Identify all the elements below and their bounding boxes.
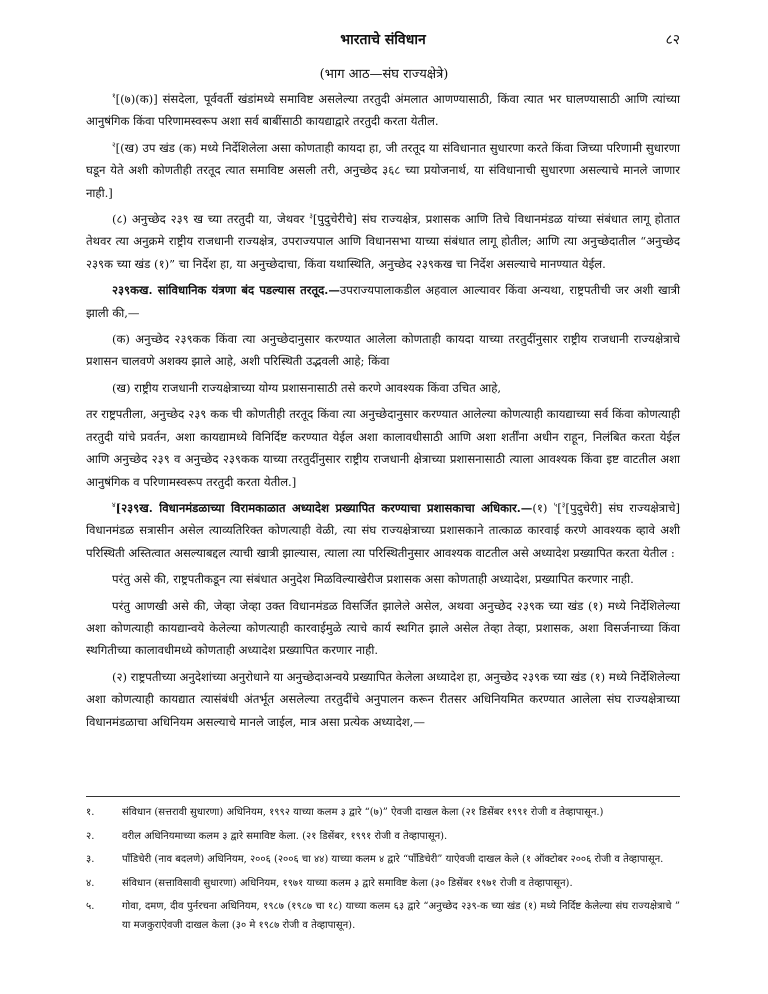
page-header	[86, 30, 680, 54]
footnote-marker: ३	[561, 501, 566, 510]
footnote: ३. पाँडिचेरी (नाव बदलणे) अधिनियम, २००६ (२००६ चा ४४) याच्या कलम ४ द्वारे “पाँडिचेरी” याऐवजी दाखल केले (१ ऑक्टोबर २००६ रोजी व तेव्हापासून.	[86, 854, 664, 865]
paragraph-continuation: तर राष्ट्रपतीला, अनुच्छेद २३९ कक ची कोणतीही तरतूद किंवा त्या अनुच्छेदानुसार करण्यात आलेल्या कोणत्याही कायद्याच्या सर्व किंवा कोणत्याही तरतुदी यांचे प्रवर्तन, अशा कायद्यामध्ये विनिर्दिष्ट करण्यात येईल अशा कालावधीसाठी आणि अशा शर्तींना अधीन राहून, निलंबित करता येईल आणि अनुच्छेद २३९ व अनुच्छेद २३९कक याच्या तरतुदींनुसार राष्ट्रीय राजधानी क्षेत्राच्या प्रशासनासाठी त्याला आवश्यक किंवा इष्ट वाटतील अशा आनुषंगिक व परिणामस्वरूप तरतुदी करता येतील.]	[86, 407, 680, 489]
footnote-marker: १	[112, 92, 116, 101]
footnote: ५. गोवा, दमण, दीव पुर्नरचना अधिनियम, १९८७ (१९८७ चा १८) याच्या कलम ६३ द्वारे “अनुच्छेद २३९-क च्या खंड (१) मध्ये निर्दिष्ट केलेल्या संघ राज्यक्षेत्राचे ” या मजकुराऐवजी दाखल केला (३० मे १९८७ रोजी व तेव्हापासून).	[86, 901, 680, 931]
footnote: २. वरील अधिनियमाच्या कलम ३ द्वारे समाविष्ट केला. (२१ डिसेंबर, १९९१ रोजी व तेव्हापासून).	[86, 830, 448, 842]
paragraph-8: (८) अनुच्छेद २३९ ख च्या तरतुदी या, जेथवर $^३$[पुदुचेरीचे] संघ राज्यक्षेत्र, प्रशासक आणि तिचे विधानमंडळ यांच्या संबंधात लागू होतात तेथवर त्या अनुक्रमे राष्ट्रीय राजधानी राज्यक्षेत्र, उपराज्यपाल आणि विधानसभा याच्या संबंधात लागू होतील; आणि त्या अनुच्छेदातील “अनुच्छेद २३९क च्या खंड (१)” चा निर्देश हा, या अनुच्छेदाचा, किंवा यथास्थिति, अनुच्छेद २३९कख चा निर्देश असल्याचे मानण्यात येईल.	[86, 212, 680, 271]
footnote: १. संविधान (सत्तरावी सुधारणा) अधिनियम, १९९२ याच्या कलम ३ द्वारे “(७)” ऐवजी दाखल केला (२१ डिसेंबर १९९१ रोजी व तेव्हापासून.)	[86, 807, 604, 818]
clause-b: (ख) राष्ट्रीय राजधानी राज्यक्षेत्राच्या योग्य प्रशासनासाठी तसे करणे आवश्यक किंवा उचित आहे,	[112, 380, 502, 395]
article-239b: $^४$[२३९ख. विधानमंडळाच्या विरामकाळात अध्यादेश प्रख्यापित करण्याचा प्रशासकाचा अधिकार.—(१) $^५$[$^३$[पुदुचेरी] संघ राज्यक्षेत्राचे] विधानमंडळ सत्रासीन असेल त्याव्यतिरिक्त कोणत्याही वेळी, त्या संघ राज्यक्षेत्राच्या प्रशासकाने तात्काळ कारवाई करणे आवश्यक व्हावे अशी परिस्थिती अस्तित्वात असल्याबद्दल त्याची खात्री झाल्यास, त्याला त्या परिस्थितीनुसार आवश्यक वाटतील असे अध्यादेश प्रख्यापित करता येतील :	[86, 500, 681, 560]
footnote: ४. संविधान (सत्ताविसावी सुधारणा) अधिनियम, १९७१ याच्या कलम ३ द्वारे समाविष्ट केला (३० डिसेंबर १९७१ रोजी व तेव्हापासून).	[86, 877, 573, 889]
article-heading: [२३९ख. विधानमंडळाच्या विरामकाळात अध्यादेश प्रख्यापित करण्याचा प्रशासकाचा अधिकार.—	[115, 500, 533, 515]
article-heading: २३९कख. सांविधानिक यंत्रणा बंद पडल्यास तरतूद.—	[112, 283, 340, 298]
page-title: भारताचे संविधान	[340, 32, 426, 48]
article-239ab: २३९कख. सांविधानिक यंत्रणा बंद पडल्यास तरतूद.—उपराज्यपालाकडील अहवाल आल्यावर किंवा अन्यथा, राष्ट्रपतीची जर अशी खात्री झाली की,—	[86, 283, 681, 320]
footnote-marker: ५	[553, 501, 558, 510]
page-number: ८२	[665, 32, 680, 48]
part-heading: (भाग आठ—संघ राज्यक्षेत्रे)	[319, 67, 449, 82]
paragraph-2: (२) राष्ट्रपतीच्या अनुदेशांच्या अनुरोधाने या अनुच्छेदाअन्वये प्रख्यापित केलेला अध्यादेश हा, अनुच्छेद २३९क च्या खंड (१) मध्ये निर्देशिलेल्या अशा कोणत्याही कायद्यात त्यासंबंधी अंतर्भूत असलेल्या तरतुदींचे अनुपालन करून रीतसर अधिनियमित करण्यात आलेला संघ राज्यक्षेत्राच्या विधानमंडळाचा अधिनियम असल्याचे मानले जाईल, मात्र असा प्रत्येक अध्यादेश,—	[86, 669, 680, 729]
proviso-1: परंतु असे की, राष्ट्रपतीकडून त्या संबंधात अनुदेश मिळविल्याखेरीज प्रशासक असा कोणताही अध्यादेश, प्रख्यापित करणार नाही.	[112, 572, 634, 587]
clause-a: (क) अनुच्छेद २३९कक किंवा त्या अनुच्छेदानुसार करण्यात आलेला कोणताही कायदा याच्या तरतुदींनुसार राष्ट्रीय राजधानी राज्यक्षेत्राचे प्रशासन चालवणे अशक्य झाले आहे, अशी परिस्थिती उद्भवली आहे; किंवा	[86, 332, 680, 369]
footnote-marker: २	[112, 140, 116, 149]
footnote-divider	[86, 796, 680, 797]
footnote-marker: ३	[309, 212, 313, 221]
proviso-2: परंतु आणखी असे की, जेव्हा जेव्हा उक्त विधानमंडळ विसर्जित झालेले असेल, अथवा अनुच्छेद २३९क च्या खंड (१) मध्ये निर्देशिलेल्या अशा कोणत्याही कायद्यान्वये केलेल्या कोणत्याही कारवाईमुळे त्याचे कार्य स्थगित झाले असेल तेव्हा तेव्हा, प्रशासक, अशा विसर्जनाच्या किंवा स्थगितीच्या कालावधीमध्ये कोणताही अध्यादेश प्रख्यापित करणार नाही.	[86, 598, 680, 658]
document-body	[86, 88, 680, 737]
paragraph-7a: $^१$[(७)(क)] संसदेला, पूर्ववर्ती खंडांमध्ये समाविष्ट असलेल्या तरतुदी अंमलात आणण्यासाठी, किंवा त्यात भर घालण्यासाठी आणि त्यांच्या आनुषंगिक किंवा परिणामस्वरूप अशा सर्व बाबींसाठी कायद्याद्वारे तरतुदी करता येतील.	[86, 92, 680, 129]
footnotes	[86, 804, 680, 940]
paragraph-7b: $^२$[(ख) उप खंड (क) मध्ये निर्देशिलेला असा कोणताही कायदा हा, जी तरतूद या संविधानात सुधारणा करते किंवा जिच्या परिणामी सुधारणा घडून येते अशी कोणतीही तरतूद त्यात समाविष्ट असली तरी, अनुच्छेद ३६८ च्या प्रयोजनार्थ, या संविधानाची सुधारणा असल्याचे मानले जाणार नाही.]	[86, 140, 680, 200]
footnote-marker: ४	[112, 501, 116, 510]
